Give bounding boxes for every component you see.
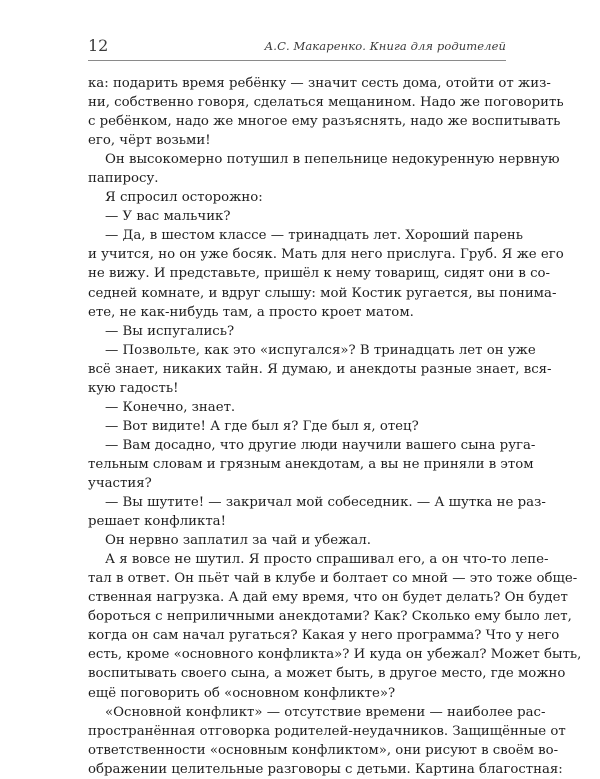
text-line: всё знает, никаких тайн. Я думаю, и анекдоты разные знает, вся- — [88, 361, 552, 377]
text-line: и учится, но он уже босяк. Мать для него прислуга. Груб. Я же его — [88, 247, 564, 263]
text-line: «Основной конфликт» — отсутствие времени — наиболее рас- — [105, 704, 546, 720]
text-line: ещё поговорить об «основном конфликте»? — [88, 685, 396, 701]
text-line: воспитывать своего сына, а может быть, в другое место, где можно — [88, 666, 566, 682]
text-line: есть, кроме «основного конфликта»? И куда он убежал? Может быть, — [88, 647, 582, 663]
text-line: — Позвольте, как это «испугался»? В тринадцать лет он уже — [105, 342, 536, 358]
text-line: его, чёрт возьми! — [88, 133, 211, 149]
text-line: тал в ответ. Он пьёт чай в клубе и болтает со мной — это тоже обще- — [88, 571, 578, 587]
text-line: Я спросил осторожно: — [105, 190, 263, 206]
text-line: кую гадость! — [88, 380, 179, 396]
text-line: А я вовсе не шутил. Я просто спрашивал его, а он что-то лепе- — [105, 552, 549, 568]
text-line: ответственности «основным конфликтом», они рисуют в своём во- — [88, 742, 559, 758]
body-text — [88, 74, 582, 779]
text-line: ете, не как-нибудь там, а просто кроет матом. — [88, 304, 414, 320]
text-line: когда он сам начал ругаться? Какая у него программа? Что у него — [88, 628, 560, 644]
text-line: — Да, в шестом классе — тринадцать лет. Хороший парень — [105, 228, 523, 244]
text-line: — Вот видите! А где был я? Где был я, отец? — [105, 418, 419, 434]
text-line: — Конечно, знает. — [105, 399, 236, 415]
text-line: тельным словам и грязным анекдотам, а вы не приняли в этом — [88, 456, 534, 472]
text-line: пространённая отговорка родителей-неудачников. Защищённые от — [88, 723, 566, 739]
text-line: ка: подарить время ребёнку — значит сесть дома, отойти от жиз- — [88, 76, 551, 91]
header-divider — [88, 60, 506, 61]
text-line: ственная нагрузка. А дай ему время, что он будет делать? Он будет — [88, 590, 568, 606]
text-line: участия? — [88, 475, 152, 491]
text-line: Он высокомерно потушил в пепельнице недокуренную нервную — [105, 152, 560, 168]
running-title: А.С. Макаренко. Книга для родителей — [264, 39, 506, 53]
text-line: ображении целительные разговоры с детьми. Картина благостная: — [88, 761, 563, 777]
text-line: — У вас мальчик? — [105, 209, 231, 225]
text-line: с ребёнком, надо же многое ему разъяснять, надо же воспитывать — [88, 114, 561, 130]
text-line: бороться с неприличными анекдотами? Как? Сколько ему было лет, — [88, 609, 572, 625]
page-number: 12 — [88, 36, 109, 55]
text-line: ни, собственно говоря, сделаться мещанином. Надо же поговорить — [88, 95, 564, 111]
text-line: папиросу. — [88, 171, 159, 187]
text-line: — Вы испугались? — [105, 323, 235, 339]
text-line: — Вам досадно, что другие люди научили вашего сына руга- — [105, 437, 536, 453]
text-line: седней комнате, и вдруг слышу: мой Костик ругается, вы понима- — [88, 285, 557, 301]
page-header — [88, 36, 506, 60]
text-line: решает конфликта! — [88, 514, 226, 530]
text-line: не вижу. И представьте, пришёл к нему товарищ, сидят они в со- — [88, 266, 551, 282]
text-line: — Вы шутите! — закричал мой собеседник. — А шутка не раз- — [105, 495, 546, 511]
text-line: Он нервно заплатил за чай и убежал. — [105, 533, 371, 549]
